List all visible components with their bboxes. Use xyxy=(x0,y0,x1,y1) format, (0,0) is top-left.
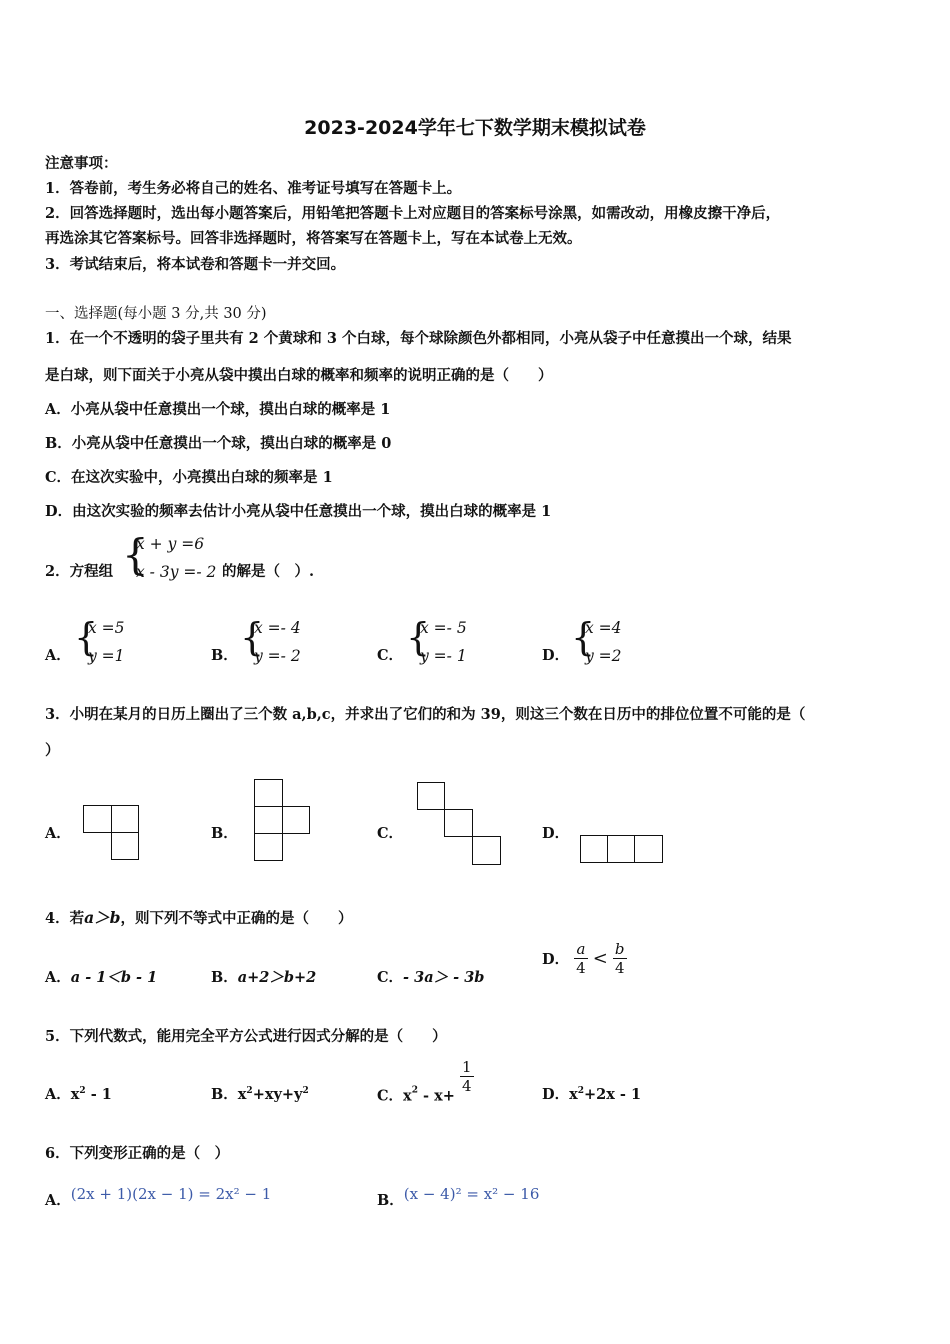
q4-option-b-label: B． xyxy=(211,969,238,986)
calendar-cell xyxy=(634,835,663,863)
q2-option-d-y: y =2 xyxy=(585,647,622,665)
q5-option-a-label: A． xyxy=(45,1086,71,1103)
q5-option-a-rest: - 1 xyxy=(85,1086,112,1103)
q2-option-d-brace: { xyxy=(571,615,596,659)
calendar-cell xyxy=(254,833,283,861)
q2-option-d-x: x =4 xyxy=(585,619,622,637)
q5-option-c xyxy=(377,1058,474,1106)
q6-option-a-expr: (2x + 1)(2x − 1) = 2x² − 1 xyxy=(70,1185,272,1203)
q6-stem: 6．下列变形正确的是（ ） xyxy=(45,1145,230,1162)
q5-option-b-mid: +xy+y xyxy=(252,1086,303,1103)
q6-option-b-expr: (x − 4)² = x² − 16 xyxy=(403,1185,540,1203)
notice-item: 2．回答选择题时，选出每小题答案后，用铅笔把答题卡上对应题目的答案标号涂黑，如需改动，用橡皮擦干净后， xyxy=(45,205,781,222)
q3-option-a-label: A． xyxy=(45,825,71,842)
q4-option-d xyxy=(542,940,627,977)
q3-option-b-label: B． xyxy=(211,825,238,842)
q4-frac-den: 4 xyxy=(576,959,586,977)
q5-option-d xyxy=(542,1083,641,1104)
q5-option-d-base: x xyxy=(569,1086,578,1103)
q2-option-b-x: x =- 4 xyxy=(254,619,301,637)
q1-stem-line2: 是白球，则下面关于小亮从袋中摸出白球的概率和频率的说明正确的是（ ） xyxy=(45,367,553,384)
q5-option-b xyxy=(211,1083,309,1104)
calendar-cell xyxy=(607,835,635,863)
q1-stem-line1: 1．在一个不透明的袋子里共有 2 个黄球和 3 个白球，每个球除颜色外都相同，小亮从袋子中任意摸出一个球，结果 xyxy=(45,330,792,347)
q4-frac-den: 4 xyxy=(614,959,625,977)
calendar-cell xyxy=(254,779,283,807)
calendar-cell xyxy=(111,832,139,860)
q2-option-a-x: x =5 xyxy=(88,619,125,637)
q6-option-b-label: B． xyxy=(377,1192,404,1209)
q1-option-c: C．在这次实验中，小亮摸出白球的频率是 1 xyxy=(45,469,333,486)
q2-option-c-x: x =- 5 xyxy=(420,619,467,637)
q3-option-d-label: D． xyxy=(542,825,570,842)
calendar-cell xyxy=(254,806,283,834)
q6-option-b xyxy=(377,1185,539,1210)
q4-option-c-label: C． xyxy=(377,969,404,986)
notice-item: 再选涂其它答案标号。回答非选择题时，将答案写在答题卡上，写在本试卷上无效。 xyxy=(45,230,582,247)
q2-option-a-brace: { xyxy=(74,615,99,659)
q1-option-a: A．小亮从袋中任意摸出一个球，摸出白球的概率是 1 xyxy=(45,401,391,418)
q4-option-b-text: a+2＞b+2 xyxy=(237,969,317,986)
q2-option-b-y: y =- 2 xyxy=(254,647,301,665)
q2-option-a-y: y =1 xyxy=(88,647,125,665)
q5-option-c-rest: - x+ xyxy=(417,1087,455,1105)
q5-option-c-sup: 2 xyxy=(411,1085,418,1096)
q5-option-b-base: x xyxy=(237,1086,247,1103)
q4-condition: a＞b xyxy=(84,908,121,927)
calendar-cell xyxy=(282,806,310,834)
q5-option-d-rest: +2x - 1 xyxy=(584,1086,642,1103)
q2-option-d-label: D． xyxy=(542,647,570,664)
q5-frac-den: 4 xyxy=(461,1077,472,1095)
q5-option-b-sup2: 2 xyxy=(302,1086,309,1097)
calendar-cell xyxy=(111,805,139,833)
notice-item: 1．答卷前，考生务必将自己的姓名、准考证号填写在答题卡上。 xyxy=(45,180,462,197)
q4-fraction-a xyxy=(574,940,588,977)
calendar-cell xyxy=(580,835,608,863)
q4-stem-prefix: 4．若 xyxy=(45,910,85,927)
q5-option-a-sup: 2 xyxy=(79,1086,86,1097)
q5-stem: 5．下列代数式，能用完全平方公式进行因式分解的是（ ） xyxy=(45,1028,447,1045)
q2-option-a-label: A． xyxy=(45,647,71,664)
calendar-cell xyxy=(472,836,501,865)
q5-fraction xyxy=(460,1058,474,1095)
q4-fraction-b xyxy=(613,940,627,977)
q4-option-a-text: a - 1＜b - 1 xyxy=(70,969,158,986)
q4-stem-suffix: ，则下列不等式中正确的是（ ） xyxy=(120,910,353,927)
q4-option-c xyxy=(377,966,484,987)
q4-option-d-label: D． xyxy=(542,951,570,968)
q2-stem-prefix: 2．方程组 xyxy=(45,563,114,580)
q5-frac-num: 1 xyxy=(461,1058,472,1076)
q3-stem-line1: 3．小明在某月的日历上圈出了三个数 a,b,c，并求出了它们的和为 39，则这三个数在日历中的排位位置不可能的是（ xyxy=(45,706,806,723)
page-title: 2023-2024学年七下数学期末模拟试卷 xyxy=(304,117,646,139)
calendar-cell xyxy=(417,782,445,810)
q4-stem xyxy=(45,906,352,928)
q2-option-b-brace: { xyxy=(240,615,265,659)
calendar-cell xyxy=(83,805,112,833)
q3-stem-line2: ） xyxy=(45,742,60,759)
q4-option-b xyxy=(211,966,316,987)
q5-option-a-base: x xyxy=(70,1086,80,1103)
q3-option-c-label: C． xyxy=(377,825,404,842)
q6-option-a-label: A． xyxy=(45,1192,71,1209)
calendar-cell xyxy=(444,809,473,837)
q5-option-c-base: x xyxy=(403,1087,412,1105)
q2-option-c-brace: { xyxy=(406,615,431,659)
q4-option-c-text: - 3a＞ - 3b xyxy=(403,969,485,986)
q1-option-b: B．小亮从袋中任意摸出一个球，摸出白球的概率是 0 xyxy=(45,435,392,452)
q5-option-a xyxy=(45,1083,112,1104)
q4-option-a xyxy=(45,966,157,987)
q2-brace: { xyxy=(122,530,149,579)
q2-eq2: x - 3y =- 2 xyxy=(136,563,217,581)
q4-frac-num: b xyxy=(614,940,625,958)
q2-option-b-label: B． xyxy=(211,647,238,664)
notice-heading: 注意事项： xyxy=(45,155,118,172)
q5-option-d-label: D． xyxy=(542,1086,570,1103)
q2-stem-suffix: 的解是（ ）. xyxy=(222,563,315,580)
q2-eq1: x + y =6 xyxy=(136,535,205,553)
q5-option-d-sup: 2 xyxy=(577,1086,584,1097)
section-heading: 一、选择题(每小题 3 分,共 30 分) xyxy=(45,306,267,322)
q1-option-d: D．由这次实验的频率去估计小亮从袋中任意摸出一个球，摸出白球的概率是 1 xyxy=(45,503,552,520)
q6-option-a xyxy=(45,1185,271,1210)
q5-option-b-label: B． xyxy=(211,1086,238,1103)
q4-option-d-rel: < xyxy=(592,948,608,969)
q4-option-a-label: A． xyxy=(45,969,71,986)
q5-option-c-label: C． xyxy=(377,1087,404,1105)
q2-option-c-label: C． xyxy=(377,647,404,664)
q5-option-b-sup: 2 xyxy=(246,1086,253,1097)
q2-option-c-y: y =- 1 xyxy=(420,647,467,665)
notice-item: 3．考试结束后，将本试卷和答题卡一并交回。 xyxy=(45,256,346,273)
q4-frac-num: a xyxy=(574,940,588,959)
